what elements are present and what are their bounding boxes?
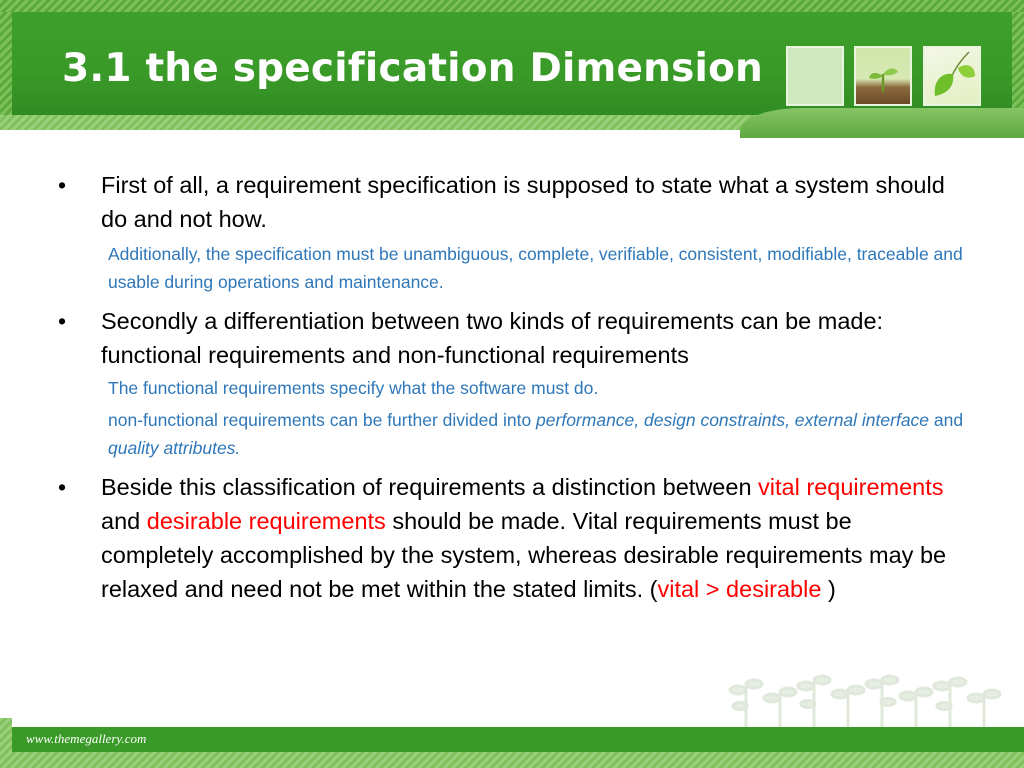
sub-bullet-italic-terms: performance, design constraints, external interface [536,410,930,430]
bullet-text-part: should be made. Vital requirements must be completely accomplished by the system, whereas desirable requirements may be relaxed and need not be met within the stated limits. ( [101,508,947,602]
sub-bullet-text [58,406,970,462]
sprout-thumbnail-image [854,46,912,106]
bullet-dot: • [58,172,67,198]
slide-title: 3.1 the specification Dimension [62,46,764,91]
bullet-text [101,474,946,602]
leaves-thumbnail-image [923,46,981,106]
header-left-stripe [0,12,12,130]
footer-bottom-stripe [0,752,1024,768]
bullet-text: Secondly a differentiation between two kinds of requirements can be made: functional requirements and non-functional requirements [101,308,884,368]
sub-bullet-prefix: non-functional requirements can be further divided into [108,410,537,430]
footer-bar [12,727,1024,752]
sub-bullet-text: Additionally, the specification must be unambiguous, complete, verifiable, consistent, modifiable, traceable and usable during operations and maintenance. [108,244,963,292]
desirable-requirements-term: desirable requirements [146,508,386,534]
footer-url: www.themegallery.com [26,731,147,746]
bullet-dot: • [58,308,67,334]
sub-bullet-italic-quality: quality attributes. [108,438,241,458]
blank-thumbnail-image [786,46,844,106]
bullet-dot: • [58,474,67,500]
plants-decoration [728,668,1008,730]
bullet-item [58,304,970,372]
bullet-text-part: and [101,508,147,534]
vital-over-desirable-term: vital > desirable [657,576,822,602]
sub-bullet-text: The functional requirements specify what the software must do. [108,378,599,398]
bullet-text: First of all, a requirement specification is supposed to state what a system should do and not how. [101,172,945,232]
sub-bullet-connector: and [929,410,964,430]
vital-requirements-term: vital requirements [758,474,944,500]
header-wave-decoration [740,108,1024,138]
bullet-item [58,168,970,236]
bullet-item [58,470,970,606]
bullet-text-part: Beside this classification of requirements a distinction between [101,474,759,500]
slide-body [58,168,970,606]
bullet-text-part: ) [821,576,836,602]
header-top-stripe [0,0,1024,12]
